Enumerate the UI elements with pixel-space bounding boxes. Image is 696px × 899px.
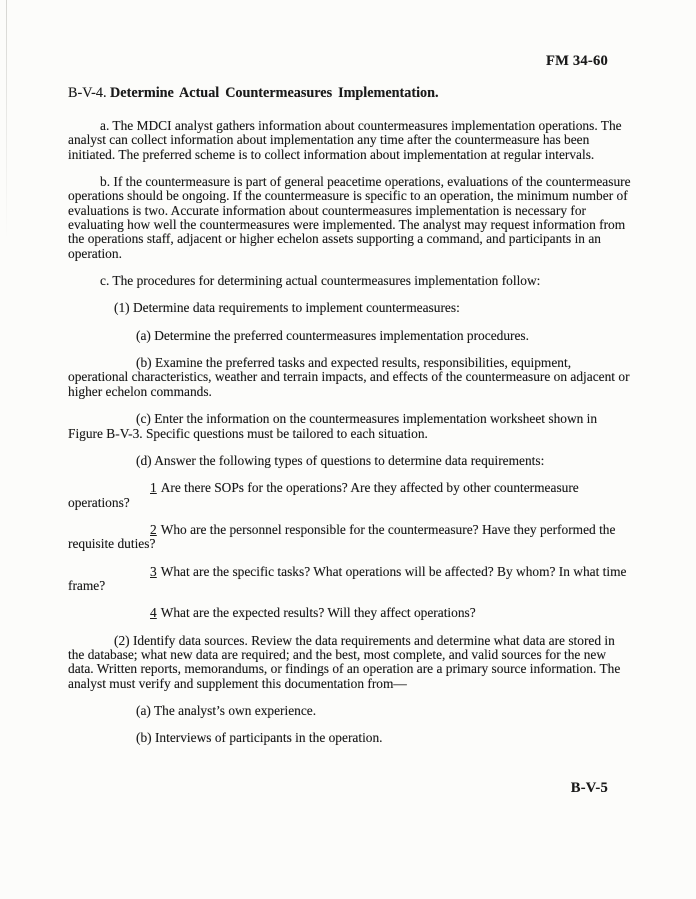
paragraph-text: (c) Enter the information on the countermeasures implementation worksheet shown in Figure B-V-3. Specific questions must be tailored to each situation. [68, 411, 598, 441]
paragraph-text: (a) The analyst’s own experience. [136, 702, 317, 718]
paragraph [68, 119, 632, 162]
paragraph [68, 274, 632, 288]
item-number-marker: 3 [150, 563, 157, 579]
paragraph-text: (2) Identify data sources. Review the data requirements and determine what data are stored in the database; what new data are required; and the best, most complete, and valid sources for the new data. Written reports, memorandums, or findings of an operation are a primary source information. The analyst must verify and supplement this documentation from— [68, 632, 621, 691]
paragraph [68, 704, 632, 718]
paragraph [68, 329, 632, 343]
page-number: B-V-5 [570, 780, 608, 796]
paragraph [68, 523, 632, 552]
paragraph-text: Are there SOPs for the operations? Are they affected by other countermeasure operations? [68, 480, 579, 510]
paragraph-text: What are the expected results? Will they affect operations? [160, 605, 476, 621]
document-body [68, 119, 632, 759]
paragraph-text: (a) Determine the preferred countermeasures implementation procedures. [136, 327, 529, 343]
item-number-marker: 4 [150, 605, 157, 621]
paragraph [68, 356, 632, 399]
paragraph-text: c. The procedures for determining actual countermeasures implementation follow: [100, 273, 541, 289]
item-number-marker: 2 [150, 521, 157, 537]
paragraph [68, 301, 632, 315]
page-footer [68, 780, 608, 797]
paragraph [68, 454, 632, 468]
page-header [68, 53, 608, 70]
paragraph-text: (b) Interviews of participants in the operation. [136, 730, 383, 746]
paragraph-text: Who are the personnel responsible for the countermeasure? Have they performed the requisite duties? [68, 521, 616, 552]
paragraph-text: b. If the countermeasure is part of general peacetime operations, evaluations of the countermeasure operations should be ongoing. If the countermeasure is specific to an operation, the minimum number of evaluations is two. Accurate information about countermeasures implementation is necessary for evaluating how well the countermeasures were implemented. The analyst may request information from the operations staff, adjacent or higher echelon assets supporting a command, and participants in an operation. [68, 174, 631, 261]
paragraph [68, 634, 632, 691]
paragraph [68, 565, 632, 594]
paragraph-text: (b) Examine the preferred tasks and expected results, responsibilities, equipment, operational characteristics, weather and terrain impacts, and effects of the countermeasure on adjacent or higher echelon commands. [68, 355, 630, 399]
paragraph [68, 175, 632, 261]
item-number-marker: 1 [150, 480, 157, 496]
paragraph-text: (1) Determine data requirements to implement countermeasures: [114, 300, 460, 316]
paragraph [68, 412, 632, 441]
paragraph-text: (d) Answer the following types of questions to determine data requirements: [136, 452, 545, 468]
paragraph-text: a. The MDCI analyst gathers information about countermeasures implementation operations. The analyst can collect information about implementation any time after the countermeasure has been initiated. The preferred scheme is to collect information about implementation at regular intervals. [68, 118, 622, 162]
section-number: B-V-4. [68, 85, 107, 101]
paragraph [68, 606, 632, 620]
paragraph [68, 731, 632, 745]
paragraph [68, 481, 632, 510]
section-heading [68, 86, 634, 101]
scan-edge-artifact [6, 0, 7, 240]
paragraph-text: What are the specific tasks? What operations will be affected? By whom? In what time frame? [68, 563, 627, 593]
section-title: Determine Actual Countermeasures Implementation. [110, 85, 439, 101]
doc-number: FM 34-60 [546, 53, 608, 69]
